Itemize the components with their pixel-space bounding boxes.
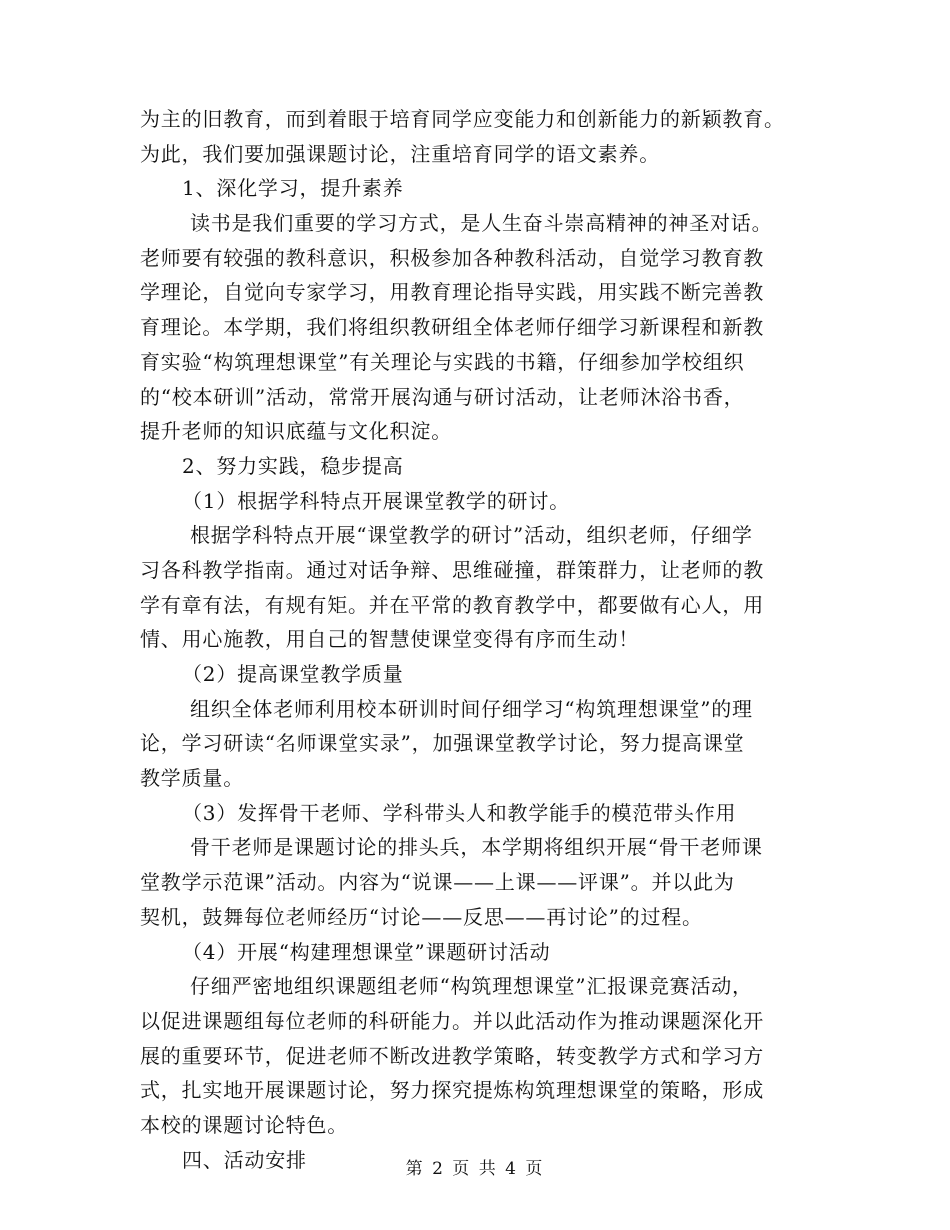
text-line: 习各科教学指南。通过对话争辩、思维碰撞，群策群力，让老师的教	[140, 557, 764, 582]
section-heading: 1、深化学习，提升素养	[182, 176, 404, 201]
text-line: 老师要有较强的教科意识，积极参加各种教科活动，自觉学习教育教	[140, 245, 764, 270]
text-line: 育实验“构筑理想课堂”有关理论与实践的书籍，仔细参加学校组织	[140, 349, 745, 374]
text-line: 本校的课题讨论特色。	[140, 1112, 348, 1137]
section-heading: 2、努力实践，稳步提高	[182, 453, 404, 478]
text-line: 教学质量。	[140, 766, 244, 791]
text-line: 契机，鼓舞每位老师经历“讨论——反思——再讨论”的过程。	[140, 904, 703, 929]
text-line: 展的重要环节，促进老师不断改进教学策略，转变教学方式和学习方	[140, 1043, 764, 1068]
text-line: 学理论，自觉向专家学习，用教育理论指导实践，用实践不断完善教	[140, 280, 764, 305]
text-line: 仔细严密地组织课题组老师“构筑理想课堂”汇报课竞赛活动，	[190, 974, 753, 999]
text-line: 骨干老师是课题讨论的排头兵，本学期将组织开展“骨干老师课	[190, 835, 763, 860]
text-line: 为主的旧教育，而到着眼于培育同学应变能力和创新能力的新颖教育。	[140, 107, 785, 131]
text-line: 式，扎实地开展课题讨论，努力探究提炼构筑理想课堂的策略，形成	[140, 1078, 764, 1103]
page-footer: 第 2 页 共 4 页	[405, 1159, 545, 1179]
text-line: 论，学习研读“名师课堂实录”，加强课堂教学讨论，努力提高课堂	[140, 731, 745, 756]
text-line: 育理论。本学期，我们将组织教研组全体老师仔细学习新课程和新教	[140, 315, 764, 340]
text-line: 提升老师的知识底蕴与文化积淀。	[140, 419, 452, 444]
subsection-heading: （4）开展“构建理想课堂”课题研讨活动	[182, 939, 551, 964]
text-line: 堂教学示范课”活动。内容为“说课——上课——评课”。并以此为	[140, 870, 735, 895]
text-line: 为此，我们要加强课题讨论，注重培育同学的语文素养。	[140, 141, 660, 166]
section-heading: 四、活动安排	[182, 1147, 307, 1172]
subsection-heading: （3）发挥骨干老师、学科带头人和教学能手的模范带头作用	[182, 800, 737, 825]
subsection-heading: （2）提高课堂教学质量	[182, 662, 404, 686]
text-line: 学有章有法，有规有矩。并在平常的教育教学中，都要做有心人，用	[140, 592, 764, 617]
document-body	[140, 102, 812, 1177]
text-line: 情、用心施教，用自己的智慧使课堂变得有序而生动！	[140, 627, 640, 652]
text-line: 的“校本研训”活动，常常开展沟通与研讨活动，让老师沐浴书香，	[140, 384, 745, 409]
text-line: 读书是我们重要的学习方式，是人生奋斗崇高精神的神圣对话。	[190, 211, 773, 236]
subsection-heading: （1）根据学科特点开展课堂教学的研讨。	[182, 488, 570, 513]
text-line: 组织全体老师利用校本研训时间仔细学习“构筑理想课堂”的理	[190, 696, 753, 721]
text-line: 以促进课题组每位老师的科研能力。并以此活动作为推动课题深化开	[140, 1008, 764, 1033]
text-line: 根据学科特点开展“课堂教学的研讨”活动，组织老师，仔细学	[190, 523, 753, 548]
